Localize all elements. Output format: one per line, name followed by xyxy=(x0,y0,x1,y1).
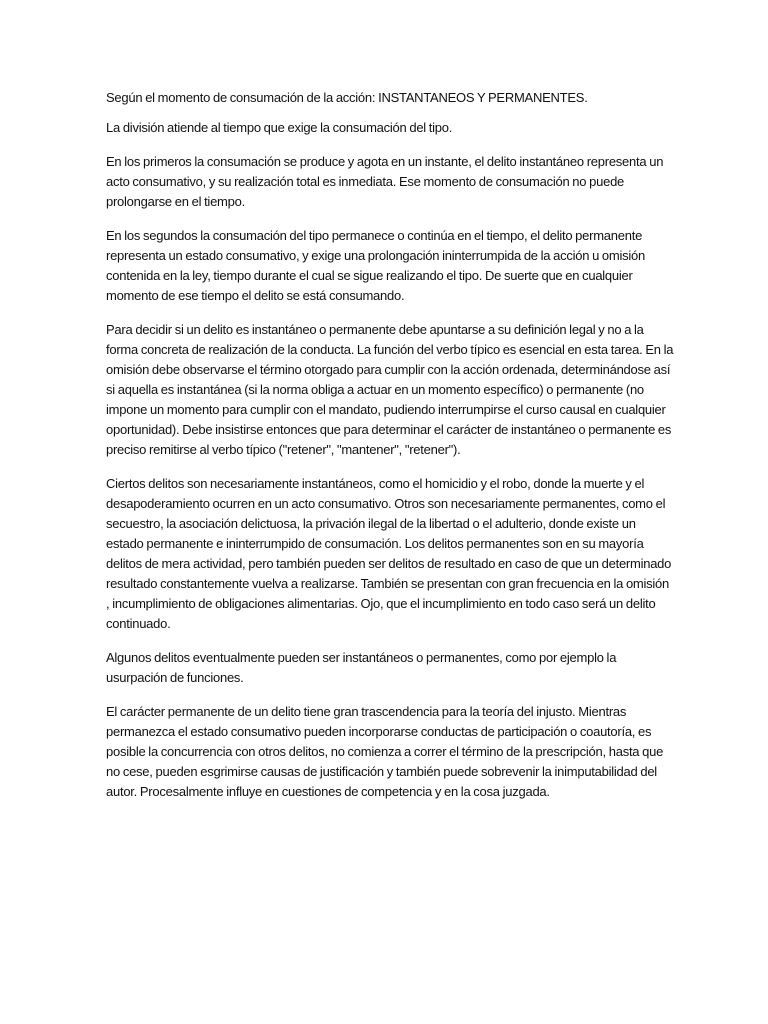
paragraph-trascendencia: El carácter permanente de un delito tiene gran trascendencia para la teoría del injusto. Mientras permanezca el estado consumativo pueden incorporarse conductas de participación o coautoría, es posible la concurrencia con otros delitos, no comienza a correr el término de la prescripción, hasta que no cese, pueden esgrimirse causas de justificación y también puede sobrevenir la inimputabilidad del autor. Procesalmente influye en cuestiones de competencia y en la cosa juzgada. xyxy=(106,704,664,799)
paragraph-verbo-tipico: Para decidir si un delito es instantáneo o permanente debe apuntarse a su definición legal y no a la forma concreta de realización de la conducta. La función del verbo típico es esencial en esta tarea. En la omisión debe observarse el término otorgado para cumplir con la acción ordenada, determinándose así si aquella es instantánea (si la norma obliga a actuar en un momento específico) o permanente (no impone un momento para cumplir con el mandato, pudiendo interrumpirse el curso causal en cualquier oportunidad). Debe insistirse entonces que para determinar el carácter de instantáneo o permanente es preciso remitirse al verbo típico ("retener", "mantener", "retener"). xyxy=(106,322,674,457)
document-heading: Según el momento de consumación de la acción: INSTANTANEOS Y PERMANENTES. xyxy=(106,90,588,105)
document-page xyxy=(106,88,674,816)
paragraph-ejemplos: Ciertos delitos son necesariamente instantáneos, como el homicidio y el robo, donde la muerte y el desapoderamiento ocurren en un acto consumativo. Otros son necesariamente permanentes, como el secuestro, la asociación delictuosa, la privación ilegal de la libertad o el adulterio, donde existe un estado permanente e ininterrumpido de consumación. Los delitos permanentes son en su mayoría delitos de mera actividad, pero también pueden ser delitos de resultado en caso de que un determinado resultado constantemente vuelva a realizarse. También se presentan con gran frecuencia en la omisión , incumplimiento de obligaciones alimentarias. Ojo, que el incumplimiento en todo caso será un delito continuado. xyxy=(106,476,672,631)
paragraph-division: La división atiende al tiempo que exige la consumación del tipo. xyxy=(106,120,453,135)
paragraph-eventuales: Algunos delitos eventualmente pueden ser instantáneos o permanentes, como por ejemplo la usurpación de funciones. xyxy=(106,650,617,685)
paragraph-permanentes: En los segundos la consumación del tipo permanece o continúa en el tiempo, el delito permanente representa un estado consumativo, y exige una prolongación ininterrumpida de la acción u omisión contenida en la ley, tiempo durante el cual se sigue realizando el tipo. De suerte que en cualquier momento de ese tiempo el delito se está consumando. xyxy=(106,228,645,303)
paragraph-instantaneos: En los primeros la consumación se produce y agota en un instante, el delito instantáneo representa un acto consumativo, y su realización total es inmediata. Ese momento de consumación no puede prolongarse en el tiempo. xyxy=(106,154,664,209)
